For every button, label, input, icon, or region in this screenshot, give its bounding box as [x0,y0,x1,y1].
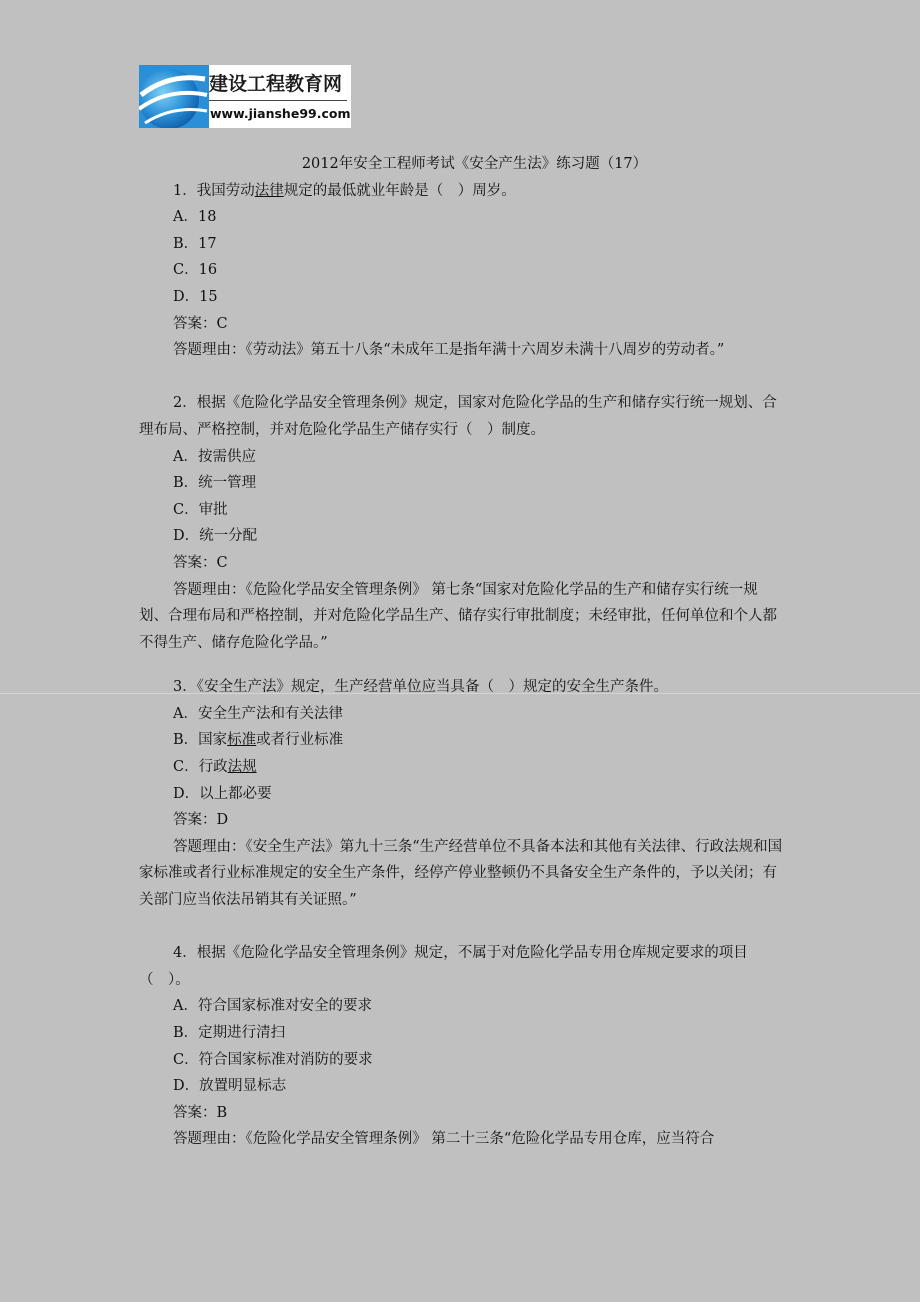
question-1-option-c: C．16 [173,262,218,279]
question-3-option-b: B．国家标准或者行业标准 [173,732,344,749]
question-4-option-a: A．符合国家标准对安全的要求 [173,998,372,1015]
question-2-option-b: B．统一管理 [173,475,257,492]
question-1-answer: 答案：C [173,315,228,332]
link-regulation[interactable]: 法规 [227,759,257,776]
question-4-stem: 4．根据《危险化学品安全管理条例》规定，不属于对危险化学品专用仓库规定要求的项目（ ）。 [139,945,748,988]
globe-icon [139,65,209,128]
question-4-option-b: B．定期进行清扫 [173,1025,286,1041]
link-law[interactable]: 法律 [254,182,284,199]
page-title: 2012年安全工程师考试《安全产生法》练习题（17） [301,156,648,172]
question-2-option-d: D．统一分配 [173,528,258,545]
question-1-option-d: D．15 [173,288,218,305]
question-2-reason: 答题理由：《危险化学品安全管理条例》 第七条“国家对危险化学品的生产和储存实行统一规划、合理布局和严格控制，并对危险化学品生产、储存实行审批制度；未经审批，任何单位和个人都不得生产、储存危险化学品。” [139,581,777,651]
question-1-stem: 1．我国劳动法律规定的最低就业年龄是（ ）周岁。 [173,182,516,199]
question-4-option-c: C．符合国家标准对消防的要求 [173,1051,373,1068]
logo-divider [209,100,347,101]
question-2-option-c: C．审批 [173,501,228,518]
question-2-option-a: A．按需供应 [173,448,256,465]
link-standard[interactable]: 标准 [227,732,257,749]
document-body [139,151,784,1153]
question-1-reason: 答题理由：《劳动法》第五十八条“未成年工是指年满十六周岁未满十八周岁的劳动者。” [173,342,725,359]
question-4-reason: 答题理由：《危险化学品安全管理条例》 第二十三条“危险化学品专用仓库，应当符合 [173,1131,715,1148]
logo-name: 建设工程教育网 [209,73,343,95]
site-logo[interactable] [139,65,351,128]
question-3-option-c: C．行政法规 [173,759,257,776]
question-4-option-d: D．放置明显标志 [173,1078,287,1095]
question-1-option-a: A．18 [173,209,217,226]
question-3-stem: 3．《安全生产法》规定，生产经营单位应当具备（ ）规定的安全生产条件。 [173,679,668,696]
question-2-stem: 2．根据《危险化学品安全管理条例》规定，国家对危险化学品的生产和储存实行统一规划、合理布局、严格控制，并对危险化学品生产储存实行（ ）制度。 [139,395,777,438]
question-1-option-b: B．17 [173,235,217,252]
question-3-option-a: A．安全生产法和有关法律 [173,705,343,722]
question-3-option-d: D．以上都必要 [173,785,272,802]
question-3-reason: 答题理由：《安全生产法》第九十三条“生产经营单位不具备本法和其他有关法律、行政法规和国家标准或者行业标准规定的安全生产条件，经停产停业整顿仍不具备安全生产条件的，予以关闭；有关部门应当依法吊销其有关证照。” [139,838,783,909]
question-3-answer: 答案：D [173,812,229,829]
question-4-answer: 答案：B [173,1104,228,1121]
question-2-answer: 答案：C [173,554,228,571]
logo-url: www.jianshe99.com [210,106,351,121]
